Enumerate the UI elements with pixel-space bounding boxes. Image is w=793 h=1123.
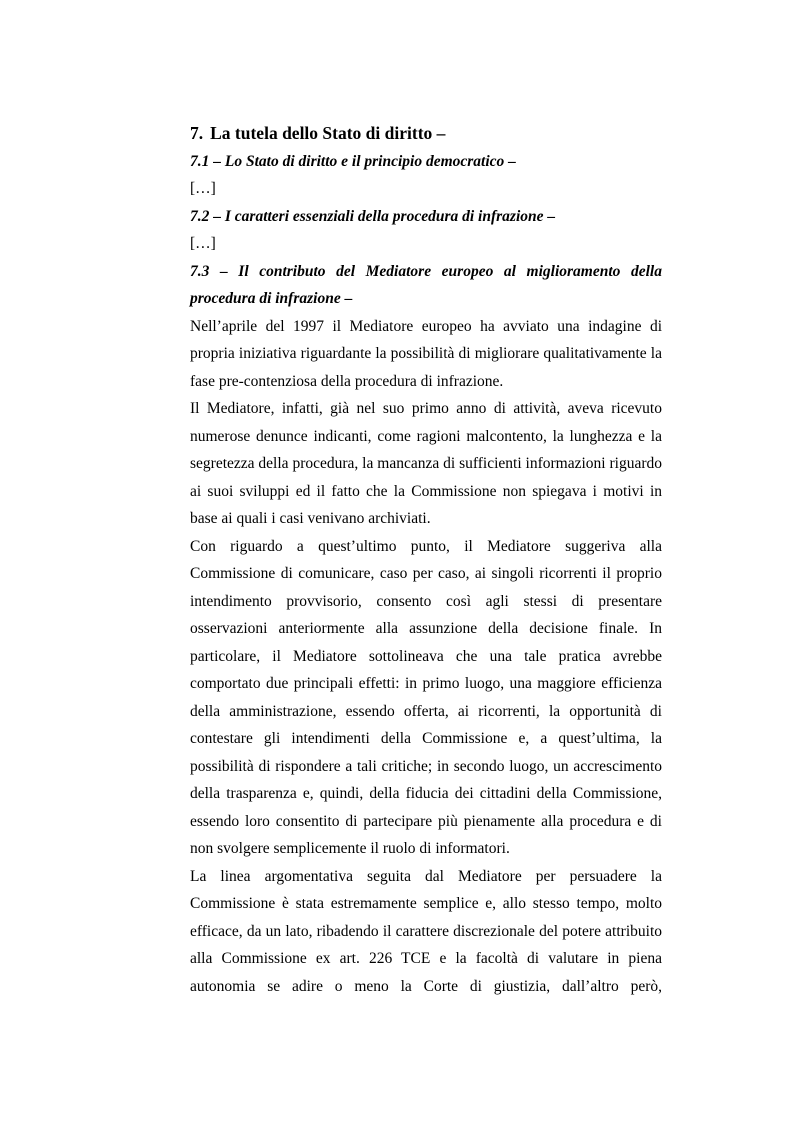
subsection-heading-7-3: 7.3 – Il contributo del Mediatore europeo al miglioramento della procedura di infrazione – bbox=[190, 262, 662, 307]
omitted-text-marker: […] bbox=[190, 235, 216, 252]
document-page bbox=[190, 120, 662, 1000]
section-heading bbox=[190, 120, 662, 148]
body-paragraph: La linea argomentativa seguita dal Mediatore per persuadere la Commissione è stata estremamente semplice e, allo stesso tempo, molto efficace, da un lato, ribadendo il carattere discrezionale del potere attribuito alla Commissione ex art. 226 TCE e la facoltà di valutare in piena autonomia se adire o meno la Corte di giustizia, dall’altro però, bbox=[190, 867, 662, 995]
body-paragraph: Il Mediatore, infatti, già nel suo primo anno di attività, aveva ricevuto numerose denunce indicanti, come ragioni malcontento, la lunghezza e la segretezza della procedura, la mancanza di sufficienti informazioni riguardo ai suoi sviluppi ed il fatto che la Commissione non spiegava i motivi in base ai quali i casi venivano archiviati. bbox=[190, 400, 662, 527]
section-title: La tutela dello Stato di diritto – bbox=[210, 123, 446, 143]
body-paragraph: Con riguardo a quest’ultimo punto, il Mediatore suggeriva alla Commissione di comunicare, caso per caso, ai singoli ricorrenti il proprio intendimento provvisorio, consento così agli stessi di presentare osservazioni anteriormente alla assunzione della decisione finale. In particolare, il Mediatore sottolineava che una tale pratica avrebbe comportato due principali effetti: in primo luogo, una maggiore efficienza della amministrazione, essendo offerta, ai ricorrenti, la opportunità di contestare gli intendimenti della Commissione e, a quest’ultima, la possibilità di rispondere a tali critiche; in secondo luogo, un accrescimento della trasparenza e, quindi, della fiducia dei cittadini della Commissione, essendo loro consentito di partecipare più pienamente alla procedura e di non svolgere semplicemente il ruolo di informatori. bbox=[190, 537, 662, 857]
section-number: 7. bbox=[190, 123, 204, 143]
body-paragraph: Nell’aprile del 1997 il Mediatore europeo ha avviato una indagine di propria iniziativa riguardante la possibilità di migliorare qualitativamente la fase pre-contenziosa della procedura di infrazione. bbox=[190, 317, 662, 390]
subsection-heading-7-1: 7.1 – Lo Stato di diritto e il principio democratico – bbox=[190, 152, 516, 170]
omitted-text-marker: […] bbox=[190, 180, 216, 197]
subsection-heading-7-2: 7.2 – I caratteri essenziali della procedura di infrazione – bbox=[190, 207, 556, 225]
